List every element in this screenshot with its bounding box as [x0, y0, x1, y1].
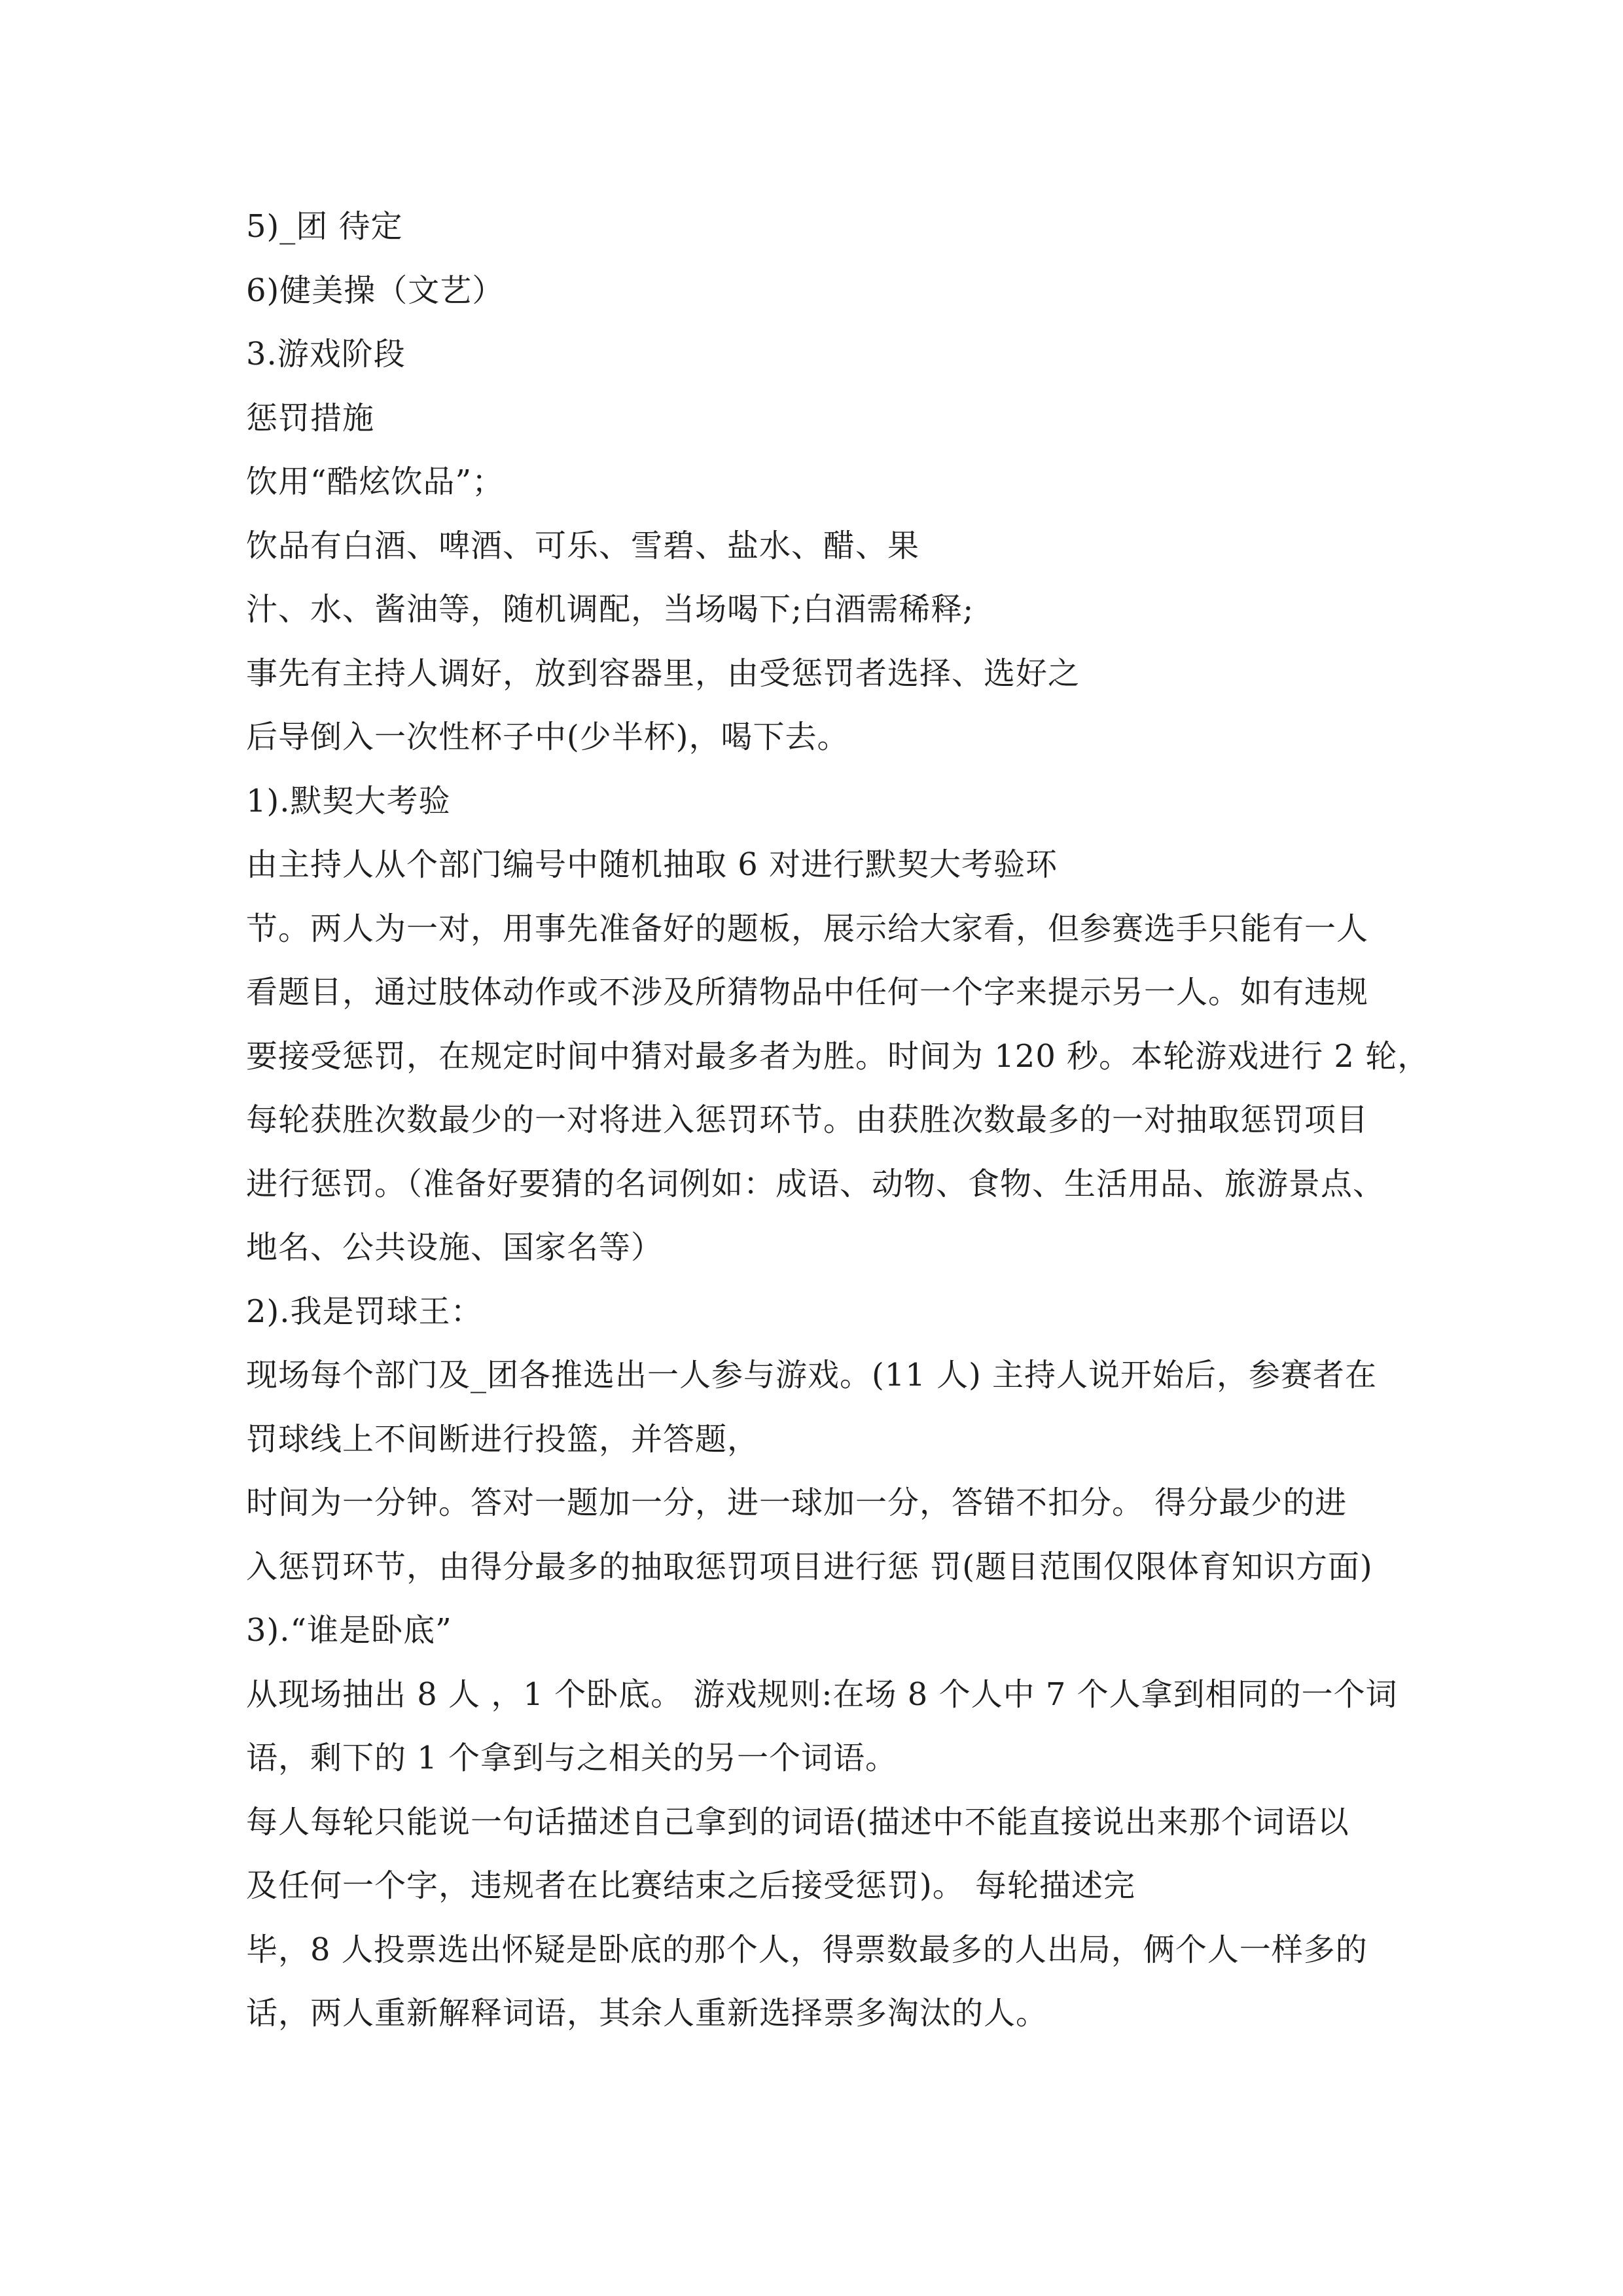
game-heading-tacit-test: 1).默契大考验	[246, 782, 451, 819]
text-line: 地名、公共设施、国家名等）	[246, 1229, 664, 1266]
text-line: 毕，8 人投票选出怀疑是卧底的那个人，得票数最多的人出局，俩个人一样多的	[246, 1931, 1368, 1968]
text-line: 话，两人重新解释词语，其余人重新选择票多淘汰的人。	[246, 1995, 1048, 2032]
game-heading-free-throw-king: 2).我是罚球王：	[246, 1293, 483, 1330]
text-line: 节。两人为一对，用事先准备好的题板，展示给大家看，但参赛选手只能有一人	[246, 910, 1369, 947]
game-heading-who-is-undercover: 3).“谁是卧底”	[246, 1612, 452, 1649]
text-line: 饮品有白酒、啤酒、可乐、雪碧、盐水、醋、果	[246, 527, 920, 564]
document-body	[246, 195, 1430, 2046]
text-line: 从现场抽出 8 人 ，1 个卧底。 游戏规则:在场 8 个人中 7 个人拿到相同的一个词	[246, 1676, 1398, 1713]
text-line: 饮用“酷炫饮品”；	[246, 463, 505, 500]
text-line: 要接受惩罚，在规定时间中猜对最多者为胜。时间为 120 秒。本轮游戏进行 2 轮，	[246, 1037, 1430, 1075]
text-line: 及任何一个字，违规者在比赛结束之后接受惩罚)。 每轮描述完	[246, 1867, 1135, 1904]
text-line: 每人每轮只能说一句话描述自己拿到的词语(描述中不能直接说出来那个词语以	[246, 1803, 1349, 1840]
text-line: 由主持人从个部门编号中随机抽取 6 对进行默契大考验环	[246, 846, 1058, 883]
subheading-penalty-measures: 惩罚措施	[246, 399, 375, 437]
section-heading-game-stage: 3.游戏阶段	[246, 336, 406, 372]
text-line: 进行惩罚。（准备好要猜的名词例如：成语、动物、食物、生活用品、旅游景点、	[246, 1165, 1385, 1202]
text-line: 看题目，通过肢体动作或不涉及所猜物品中任何一个字来提示另一人。如有违规	[246, 974, 1369, 1011]
text-line: 语，剩下的 1 个拿到与之相关的另一个词语。	[246, 1740, 898, 1776]
text-line: 汁、水、酱油等，随机调配，当场喝下;白酒需稀释;	[246, 591, 974, 628]
text-line: 后导倒入一次性杯子中(少半杯)，喝下去。	[246, 719, 849, 755]
text-line: 现场每个部门及_团各推选出一人参与游戏。(11 人) 主持人说开始后，参赛者在	[246, 1357, 1378, 1393]
text-line: 每轮获胜次数最少的一对将进入惩罚环节。由获胜次数最多的一对抽取惩罚项目	[246, 1102, 1369, 1138]
list-item-team-pending: 5)_团 待定	[246, 208, 403, 245]
text-line: 罚球线上不间断进行投篮，并答题，	[246, 1420, 760, 1458]
text-line: 事先有主持人调好，放到容器里，由受惩罚者选择、选好之	[246, 655, 1080, 692]
text-line: 入惩罚环节，由得分最多的抽取惩罚项目进行惩 罚(题目范围仅限体育知识方面)	[246, 1548, 1373, 1585]
text-line: 时间为一分钟。答对一题加一分，进一球加一分，答错不扣分。 得分最少的进	[246, 1484, 1347, 1521]
list-item-aerobics: 6)健美操（文艺）	[246, 272, 505, 309]
